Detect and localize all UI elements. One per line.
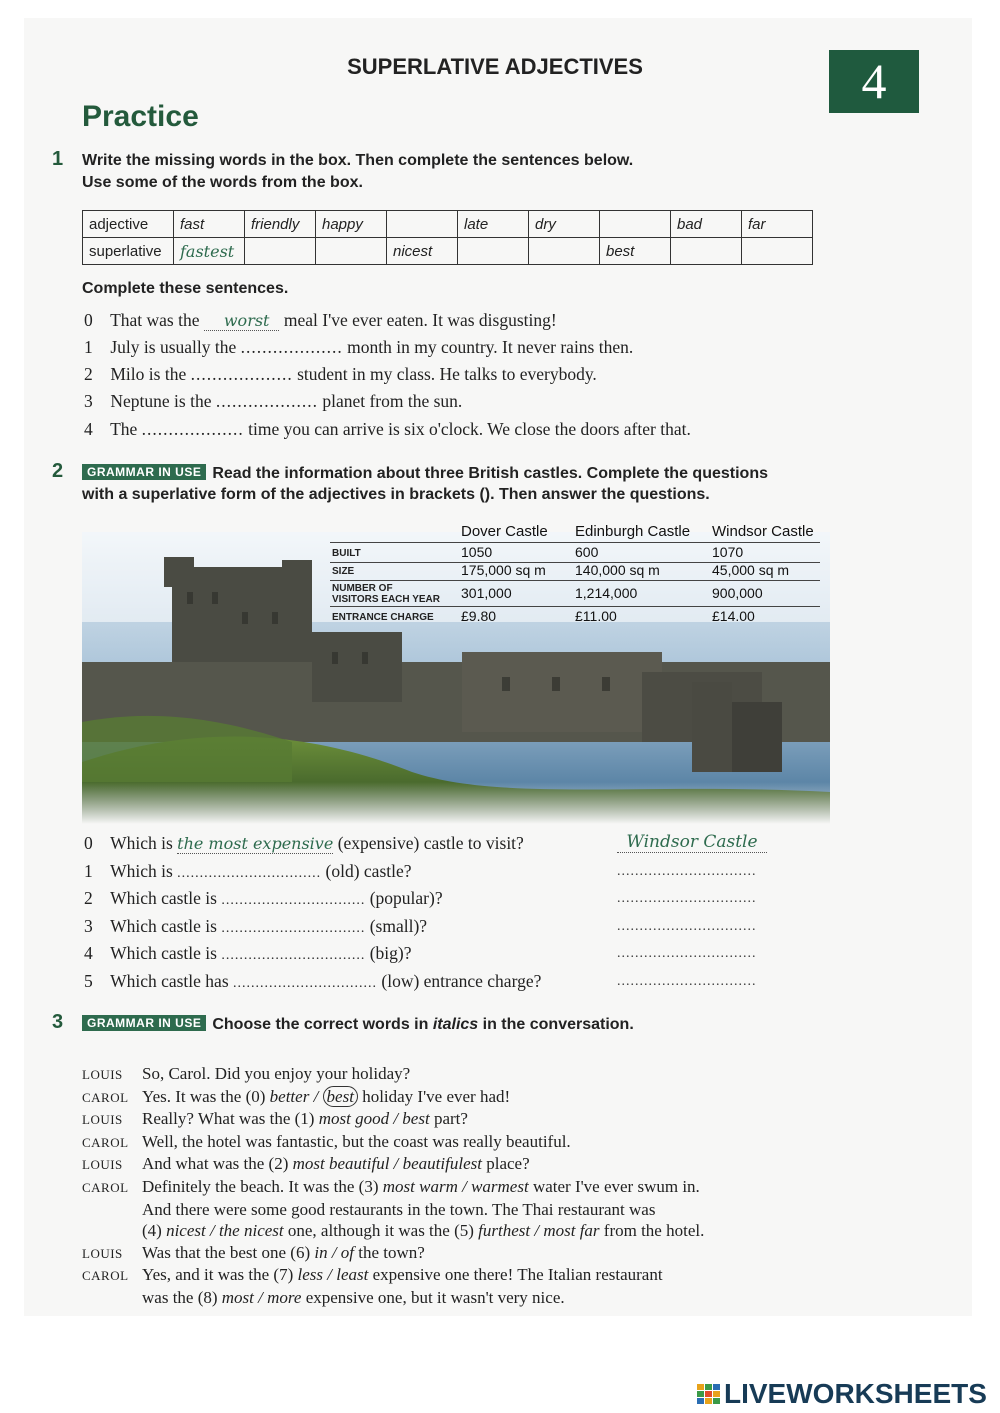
unit-badge: 4 — [829, 50, 919, 113]
answer-blank[interactable]: ................... — [215, 391, 318, 411]
dialogue-text: from the hotel. — [599, 1221, 705, 1241]
question-number: 5 — [84, 971, 93, 991]
exercise-instruction: with a superlative form of the adjectives in brackets (). Then answer the questions. — [82, 486, 710, 503]
table-cell: £9.80 — [461, 608, 497, 624]
dialogue-line — [82, 1287, 802, 1309]
dialogue-text: expensive one there! The Italian restaurant — [368, 1265, 663, 1285]
option-separator: / — [309, 1086, 323, 1106]
dialogue-text: And what was the (2) — [142, 1154, 293, 1174]
dialogue-text: water I've ever swum in. — [528, 1176, 700, 1196]
table-cell-blank[interactable] — [600, 211, 671, 238]
dialogue-text: Really? What was the (1) — [142, 1109, 319, 1129]
question-2 — [84, 888, 443, 909]
row-label: BUILT — [332, 548, 361, 559]
table-cell: £14.00 — [712, 608, 755, 624]
logo-text: LIVEWORKSHEETS — [724, 1378, 987, 1409]
question-text: (big)? — [369, 943, 412, 963]
table-cell: 900,000 — [712, 585, 763, 601]
table-cell-blank[interactable] — [316, 238, 387, 265]
conversation — [82, 1063, 802, 1309]
table-row — [330, 606, 820, 626]
question-number: 1 — [84, 861, 93, 881]
answer-blank[interactable]: ................................ — [221, 893, 366, 908]
dialogue-text: place? — [481, 1154, 530, 1174]
section-heading: Practice — [82, 100, 199, 133]
column-header: Edinburgh Castle — [575, 523, 691, 540]
sentence-text: meal I've ever eaten. It was disgusting! — [283, 310, 557, 330]
exercise-number: 1 — [52, 148, 64, 170]
instruction-text: Choose the correct words in — [212, 1016, 433, 1033]
question-3 — [84, 916, 427, 937]
question-number: 0 — [84, 833, 93, 853]
table-cell-blank[interactable] — [671, 238, 742, 265]
answer-blank[interactable]: ................... — [240, 337, 343, 357]
table-cell-blank[interactable] — [742, 238, 813, 265]
answer-blank[interactable]: ................................ — [221, 948, 366, 963]
liveworksheets-logo[interactable] — [697, 1378, 987, 1410]
instruction-text: in the conversation. — [478, 1016, 634, 1033]
dialogue-line — [82, 1086, 802, 1109]
question-text: (expensive) castle to visit? — [337, 833, 524, 853]
row-label-line: NUMBER OF — [332, 583, 393, 594]
response-blank[interactable]: ............................... — [617, 974, 757, 989]
logo-icon — [697, 1381, 721, 1403]
option-choice-selected[interactable]: best — [323, 1086, 358, 1107]
question-text: Which castle is — [110, 888, 217, 908]
speaker: CAROL — [82, 1134, 129, 1150]
question-text: Which castle is — [110, 916, 217, 936]
option-choice[interactable]: most / more — [221, 1287, 302, 1307]
row-label: SIZE — [332, 566, 355, 577]
option-choice[interactable]: less / least — [297, 1265, 369, 1285]
sentence-number: 4 — [84, 419, 93, 439]
table-cell: late — [458, 211, 529, 238]
dialogue-text: Yes, and it was the (7) — [142, 1265, 298, 1285]
question-number: 2 — [84, 888, 93, 908]
answer-blank[interactable]: worst — [204, 311, 280, 331]
sentence-4 — [84, 419, 691, 440]
question-text: Which is — [110, 861, 173, 881]
speaker: CAROL — [82, 1089, 129, 1105]
dialogue-text: Well, the hotel was fantastic, but the coast was really beautiful. — [142, 1131, 571, 1151]
question-text: (low) entrance charge? — [381, 971, 542, 991]
response-blank[interactable]: ............................... — [617, 891, 757, 906]
dialogue-text: expensive one, but it wasn't very nice. — [301, 1287, 565, 1307]
table-cell-blank[interactable] — [245, 238, 316, 265]
instruction-text: italics — [432, 1016, 479, 1033]
dialogue-line — [82, 1153, 802, 1176]
question-text: (small)? — [369, 916, 428, 936]
dialogue-line — [82, 1176, 802, 1199]
dialogue-text: was the (8) — [142, 1287, 222, 1307]
table-row — [330, 561, 820, 581]
speaker: LOUIS — [82, 1157, 123, 1173]
question-0 — [84, 833, 524, 854]
exercise-number: 2 — [52, 460, 64, 482]
sentence-number: 0 — [84, 310, 93, 330]
table-cell: far — [742, 211, 813, 238]
row-label — [332, 583, 440, 605]
dialogue-line — [82, 1131, 802, 1154]
word-box-table — [82, 210, 813, 265]
sentence-3 — [84, 391, 462, 412]
speaker: LOUIS — [82, 1112, 123, 1128]
exercise-instruction: Use some of the words from the box. — [82, 174, 363, 191]
answer-blank[interactable]: ................... — [141, 419, 244, 439]
speaker: LOUIS — [82, 1245, 123, 1261]
answer-blank[interactable]: ................... — [190, 364, 293, 384]
table-cell: happy — [316, 211, 387, 238]
sentence-text: student in my class. He talks to everybody. — [297, 364, 597, 384]
sentence-text: Milo is the — [110, 364, 187, 384]
dialogue-text: Was that the best one (6) — [142, 1242, 315, 1262]
column-header: Dover Castle — [461, 523, 548, 540]
option-choice[interactable]: nicest / the nicest — [166, 1221, 284, 1241]
dialogue-line — [82, 1242, 802, 1265]
dialogue-text: one, although it was the (5) — [283, 1221, 479, 1241]
question-text: Which castle is — [110, 943, 217, 963]
question-text: (popular)? — [369, 888, 443, 908]
answer-blank[interactable]: ................................ — [221, 921, 366, 936]
option-choice[interactable]: most beautiful / beautifulest — [292, 1154, 482, 1174]
dialogue-text: Yes. It was the (0) — [142, 1086, 270, 1106]
table-cell: 140,000 sq m — [575, 562, 660, 578]
table-cell-blank[interactable] — [529, 238, 600, 265]
table-cell: 600 — [575, 544, 599, 560]
sentence-number: 2 — [84, 364, 93, 384]
question-1 — [84, 861, 412, 882]
sentence-number: 1 — [84, 337, 93, 357]
sentence-2 — [84, 364, 597, 385]
table-row — [83, 238, 813, 265]
exercise-number: 3 — [52, 1011, 64, 1033]
table-row — [83, 211, 813, 238]
table-cell: nicest — [387, 238, 458, 265]
answer-blank[interactable]: the most expensive — [177, 834, 334, 853]
table-row — [330, 542, 820, 563]
grammar-badge: GRAMMAR IN USE — [82, 1015, 206, 1031]
table-cell: adjective — [83, 211, 174, 238]
speaker: LOUIS — [82, 1067, 123, 1082]
option-choice[interactable]: in / of — [314, 1242, 355, 1262]
table-cell: dry — [529, 211, 600, 238]
speaker: CAROL — [82, 1179, 129, 1195]
table-cell: 45,000 sq m — [712, 562, 790, 578]
table-cell: 1050 — [461, 544, 493, 560]
table-cell: friendly — [245, 211, 316, 238]
answer-blank[interactable]: ................................ — [233, 976, 377, 991]
question-number: 4 — [84, 943, 93, 963]
sentence-text: The — [110, 419, 138, 439]
sentence-text: July is usually the — [110, 337, 237, 357]
question-number: 3 — [84, 916, 93, 936]
dialogue-line — [82, 1264, 802, 1287]
dialogue-text: So, Carol. Did you enjoy your holiday? — [142, 1064, 411, 1083]
dialogue-line — [82, 1199, 802, 1221]
table-cell-blank[interactable] — [387, 211, 458, 238]
sentence-number: 3 — [84, 391, 93, 411]
table-cell: £11.00 — [575, 608, 617, 624]
row-label: ENTRANCE CHARGE — [332, 612, 434, 623]
question-5 — [84, 971, 541, 992]
dialogue-line — [82, 1063, 802, 1086]
question-4 — [84, 943, 412, 964]
exercise-instruction: Write the missing words in the box. Then complete the sentences below. — [82, 152, 634, 169]
table-cell: best — [600, 238, 671, 265]
table-cell: 1,214,000 — [575, 585, 638, 601]
sentence-text: Neptune is the — [110, 391, 212, 411]
sentence-text: month in my country. It never rains then. — [347, 337, 634, 357]
sentence-0 — [84, 310, 557, 331]
dialogue-text: And there were some good restaurants in the town. The Thai restaurant was — [142, 1199, 656, 1219]
question-text: Which castle has — [110, 971, 229, 991]
dialogue-text: the town? — [354, 1242, 425, 1262]
sentence-text: planet from the sun. — [322, 391, 463, 411]
dialogue-text: (4) — [142, 1221, 167, 1241]
instruction-text: Read the information about three British castles. Complete the questions — [212, 465, 768, 482]
table-row — [330, 580, 820, 607]
answer-blank[interactable]: ................................ — [177, 866, 322, 881]
grammar-badge: GRAMMAR IN USE — [82, 464, 206, 480]
response-blank[interactable]: ............................... — [617, 946, 757, 961]
sentence-text: That was the — [110, 310, 200, 330]
exercise-instruction — [82, 1015, 634, 1034]
dialogue-line — [82, 1108, 802, 1131]
dialogue-text: holiday I've ever had! — [357, 1086, 511, 1106]
response-blank[interactable]: ............................... — [617, 919, 757, 934]
option-choice[interactable]: furthest / most far — [478, 1221, 600, 1241]
table-cell: 301,000 — [461, 585, 512, 601]
option-choice[interactable]: most good / best — [318, 1109, 430, 1129]
sentence-text: time you can arrive is six o'clock. We close the doors after that. — [248, 419, 691, 439]
row-label-line: VISITORS EACH YEAR — [332, 594, 440, 605]
table-cell: superlative — [83, 238, 174, 265]
exercise-instruction — [82, 464, 768, 483]
response-blank[interactable]: ............................... — [617, 864, 757, 879]
table-cell-blank[interactable] — [458, 238, 529, 265]
option-choice[interactable]: most warm / warmest — [382, 1176, 529, 1196]
table-cell: bad — [671, 211, 742, 238]
page-title: SUPERLATIVE ADJECTIVES — [347, 54, 643, 79]
dialogue-text: part? — [429, 1109, 468, 1129]
castle-info-table — [330, 523, 820, 633]
table-cell: 1070 — [712, 544, 744, 560]
sentence-1 — [84, 337, 633, 358]
table-cell: 175,000 sq m — [461, 562, 546, 578]
table-cell-answer: fastest — [174, 238, 245, 265]
dialogue-line — [82, 1220, 802, 1242]
dialogue-text: Definitely the beach. It was the (3) — [142, 1176, 383, 1196]
question-text: (old) castle? — [325, 861, 412, 881]
sub-heading: Complete these sentences. — [82, 280, 289, 297]
response-blank[interactable]: Windsor Castle — [617, 832, 767, 853]
speaker: CAROL — [82, 1268, 129, 1284]
option-choice[interactable]: better — [269, 1086, 310, 1106]
question-text: Which is — [110, 833, 173, 853]
column-header: Windsor Castle — [712, 523, 814, 540]
table-cell: fast — [174, 211, 245, 238]
